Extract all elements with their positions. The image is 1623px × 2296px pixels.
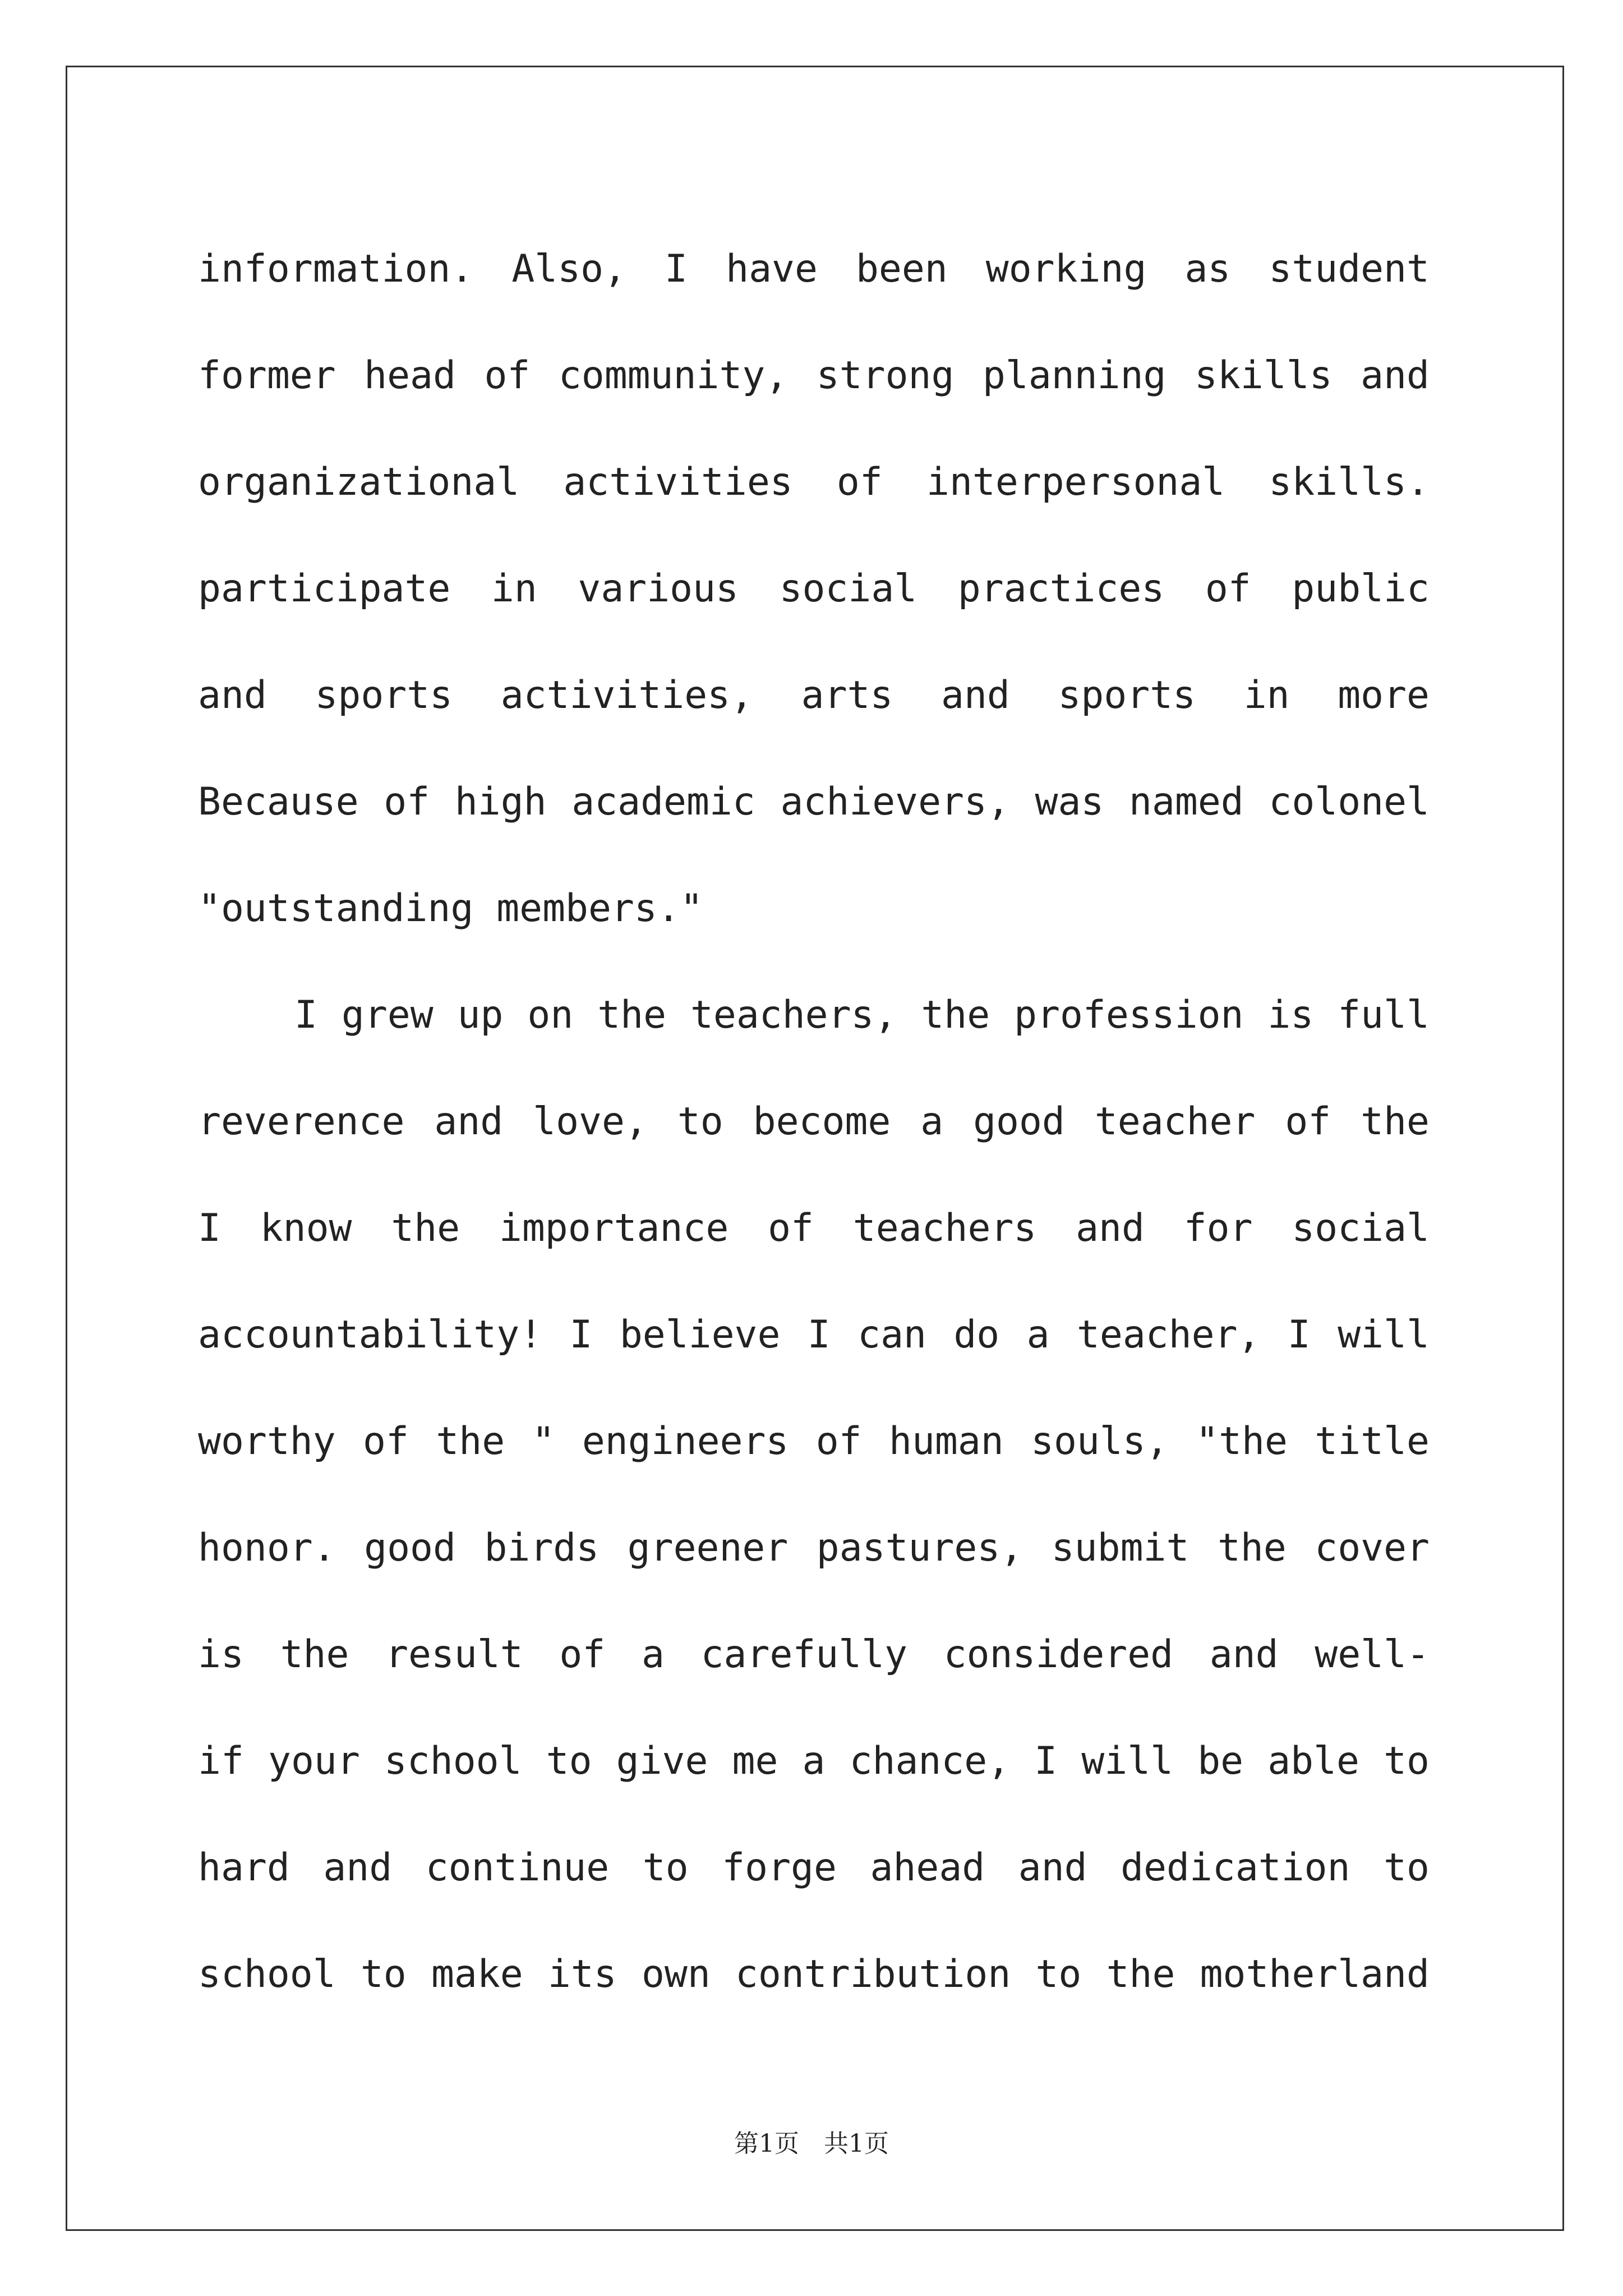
- text-line: I grew up on the teachers, the profession is full: [294, 993, 1430, 1037]
- text-line: hard and continue to forge ahead and dedication to: [198, 1846, 1430, 1890]
- text-line: honor. good birds greener pastures, submit the cover: [198, 1526, 1430, 1570]
- body-text: [198, 216, 1430, 2028]
- text-line: participate in various social practices of public: [198, 567, 1430, 611]
- text-line: former head of community, strong planning skills and: [198, 353, 1430, 398]
- text-line: accountability! I believe I can do a teacher, I will: [198, 1313, 1430, 1357]
- text-line: organizational activities of interpersonal skills.: [198, 460, 1430, 504]
- text-line: information. Also, I have been working as student: [198, 247, 1430, 291]
- text-line: school to make its own contribution to the motherland: [198, 1952, 1430, 1996]
- text-line: "outstanding members.": [198, 886, 703, 931]
- text-line: Because of high academic achievers, was named colonel: [198, 780, 1430, 824]
- text-line: I know the importance of teachers and for social: [198, 1206, 1430, 1250]
- text-line: if your school to give me a chance, I will be able to: [198, 1739, 1430, 1783]
- text-line: and sports activities, arts and sports in more: [198, 673, 1430, 717]
- text-line: reverence and love, to become a good teacher of the: [198, 1099, 1430, 1144]
- page-footer: 第1页 共1页: [734, 2129, 889, 2158]
- text-line: worthy of the " engineers of human souls, "the title: [198, 1419, 1430, 1464]
- text-line: is the result of a carefully considered and well-: [198, 1632, 1430, 1677]
